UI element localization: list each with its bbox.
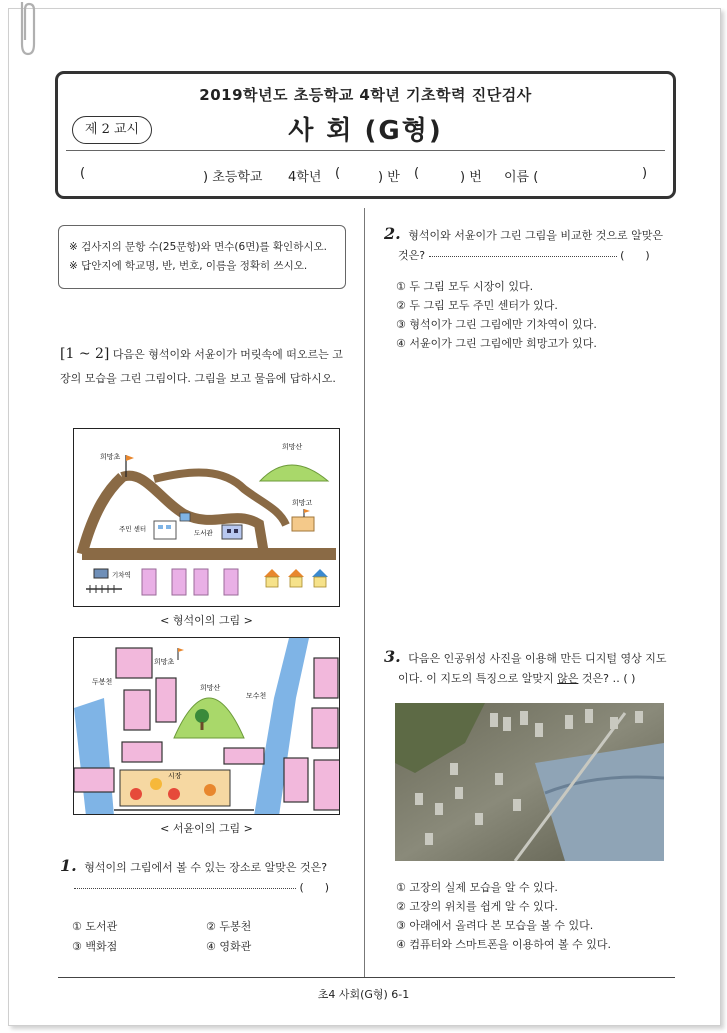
house-icon	[266, 577, 278, 587]
label-station: 기차역	[112, 571, 131, 579]
label-school: 희망초	[100, 453, 121, 461]
library-icon	[222, 525, 242, 539]
class-field[interactable]: ) 반	[378, 170, 400, 185]
question-number: 3.	[384, 647, 401, 666]
header-divider	[66, 150, 665, 151]
figure-caption: < 서윤이의 그림 >	[160, 822, 253, 835]
emphasis-not: 않은	[557, 672, 579, 685]
instruction-item: ※ 검사지의 문항 수(25문항)와 면수(6면)를 확인하시오.	[69, 241, 327, 253]
subject-title: 사 회 (G형)	[288, 116, 443, 146]
passage-intro	[60, 342, 352, 391]
school-field[interactable]: ) 초등학교	[203, 170, 263, 185]
exam-header	[55, 71, 676, 199]
passage-text: 다음은 형석이와 서윤이가 머릿속에 떠오르는 고장의 모습을 그린 그림이다. 그림을 보고 물음에 답하시오.	[60, 348, 343, 385]
number-field[interactable]: ) 번	[460, 170, 482, 185]
school-open-paren: (	[80, 166, 86, 181]
page-footer: 초4 사회(G형) 6-1	[317, 988, 410, 1001]
label-community-center: 주민 센터	[119, 525, 147, 533]
question-text-cont: 이다. 이 지도의 특징으로 알맞지	[398, 672, 558, 685]
label-right-stream: 모수천	[246, 692, 267, 700]
name-close-paren: )	[642, 166, 648, 181]
option-4[interactable]: ④ 컴퓨터와 스마트폰을 이용하여 볼 수 있다.	[396, 938, 611, 951]
house-icon	[314, 577, 326, 587]
question-text-end[interactable]: 것은? ‥ ( )	[578, 672, 636, 685]
option-2[interactable]: ② 두봉천	[206, 920, 252, 933]
question-range: [1 ~ 2]	[60, 346, 110, 362]
label-left-stream: 두봉천	[92, 678, 113, 686]
question-number: 1.	[60, 856, 77, 875]
figure-caption: < 형석이의 그림 >	[160, 614, 253, 627]
label-high-school: 희망고	[292, 499, 313, 507]
question-1	[60, 856, 350, 898]
mountain-icon	[260, 465, 328, 481]
question-3	[384, 647, 676, 689]
question-text: 형석이와 서윤이가 그린 그림을 비교한 것으로 알맞은	[408, 229, 663, 242]
option-2[interactable]: ② 두 그림 모두 주민 센터가 있다.	[396, 299, 558, 312]
option-3[interactable]: ③ 아래에서 올려다 본 모습을 볼 수 있다.	[396, 919, 594, 932]
question-text: 형석이의 그림에서 볼 수 있는 장소로 알맞은 것은?	[84, 861, 328, 874]
student-info-line	[78, 166, 653, 186]
instruction-item: ※ 답안지에 학교명, 반, 번호, 이름을 정확히 쓰시오.	[69, 260, 308, 272]
question-text-cont: 것은?	[398, 249, 426, 262]
label-mountain: 희망산	[282, 443, 303, 451]
footer-divider	[58, 977, 675, 978]
label-mountain: 희망산	[200, 684, 221, 692]
answer-blank[interactable]: ( )	[620, 249, 650, 262]
option-4[interactable]: ④ 서윤이가 그린 그림에만 희망고가 있다.	[396, 337, 597, 350]
option-4[interactable]: ④ 영화관	[206, 940, 252, 953]
label-market: 시장	[168, 772, 182, 780]
satellite-map-image	[395, 703, 664, 861]
option-1[interactable]: ① 도서관	[72, 920, 118, 933]
road	[82, 477, 122, 554]
community-center-icon	[154, 521, 176, 539]
option-1[interactable]: ① 두 그림 모두 시장이 있다.	[396, 280, 534, 293]
building-icon	[142, 569, 156, 595]
option-3[interactable]: ③ 백화점	[72, 940, 118, 953]
flag-icon	[126, 455, 134, 461]
building-icon	[224, 569, 238, 595]
house-icon	[290, 577, 302, 587]
label-school: 희망초	[154, 658, 175, 666]
number-open-paren: (	[414, 166, 420, 181]
building-icon	[172, 569, 186, 595]
option-1[interactable]: ① 고장의 실제 모습을 알 수 있다.	[396, 881, 558, 894]
school-building-icon	[292, 517, 314, 531]
answer-blank[interactable]: ( )	[299, 881, 330, 894]
train-icon	[94, 569, 108, 578]
figure-seoyun-map	[73, 637, 340, 815]
session-badge: 제 2 교시	[72, 116, 152, 144]
label-library: 도서관	[194, 529, 213, 537]
option-3[interactable]: ③ 형석이가 그린 그림에만 기차역이 있다.	[396, 318, 597, 331]
class-open-paren: (	[335, 166, 341, 181]
figure-hyeongseok-map	[73, 428, 340, 607]
instructions-box	[58, 225, 346, 289]
exam-title: 2019학년도 초등학교 4학년 기초학력 진단검사	[199, 86, 532, 104]
tree-icon	[195, 709, 209, 723]
question-text: 다음은 인공위성 사진을 이용해 만든 디지털 영상 지도	[408, 652, 667, 665]
question-2	[384, 224, 674, 266]
column-divider	[364, 208, 365, 978]
question-number: 2.	[384, 224, 401, 243]
option-2[interactable]: ② 고장의 위치를 쉽게 알 수 있다.	[396, 900, 558, 913]
name-field[interactable]: 이름 (	[504, 170, 539, 185]
building-icon	[194, 569, 208, 595]
paper-clip-icon	[14, 0, 38, 58]
grade-label: 4학년	[288, 170, 322, 185]
